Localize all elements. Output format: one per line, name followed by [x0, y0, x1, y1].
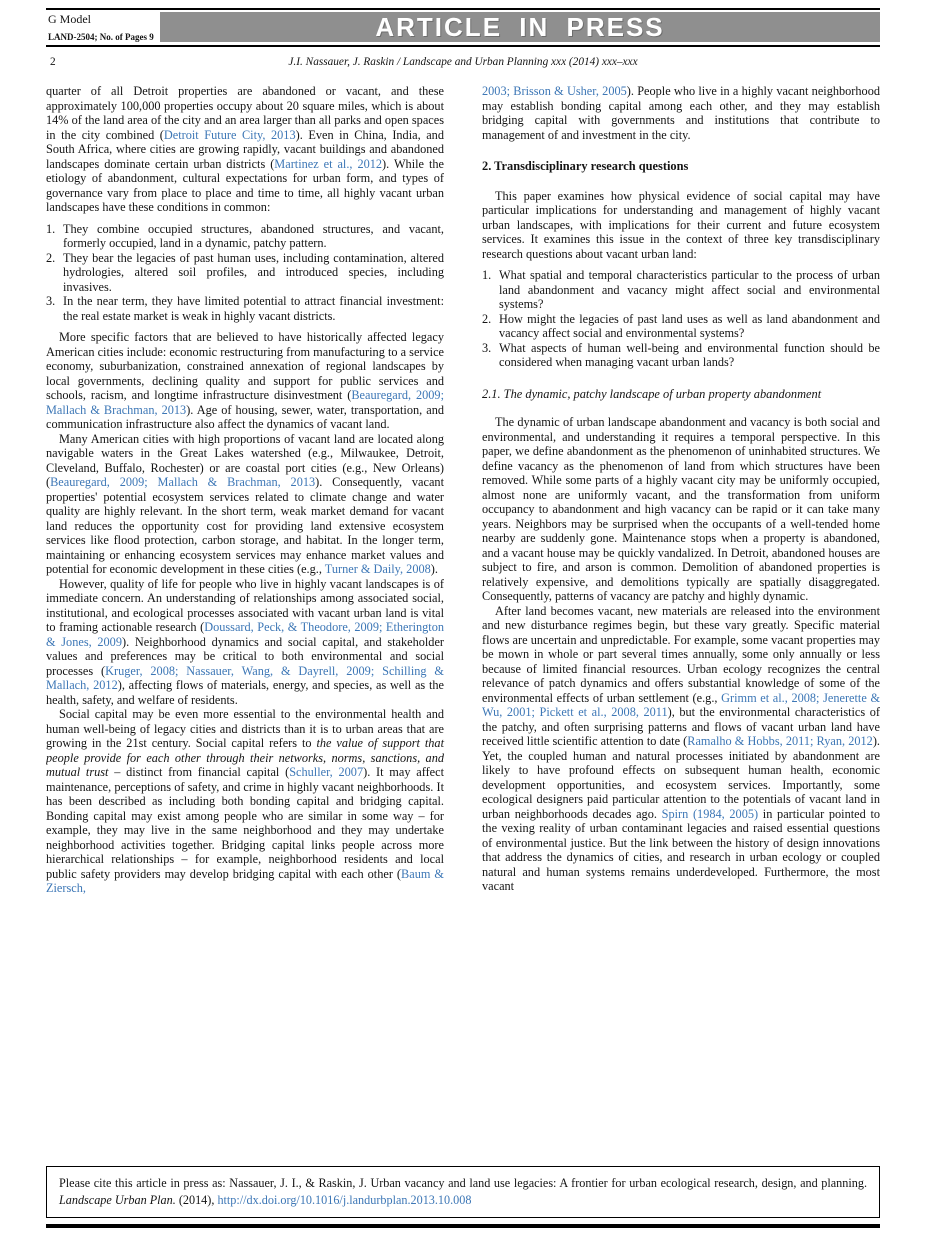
list-item: How might the legacies of past land uses as well as land abandonment and vacancy affect social and environmental systems? [499, 311, 880, 340]
list-item: What spatial and temporal characteristics particular to the process of urban land abandonment and vacancy might affect social and environmental systems? [499, 268, 880, 311]
text-run: ). Consequently, vacant properties' potential ecosystem services related to climate change and water quality are highly relevant. In the short term, weak market demand for vacant land reduces the opportunity cost for providing land extensive ecosystem services like flood protection, carbon storage, and habitat. In the longer term, maintaining or enhancing ecosystem services may enhance market values and potential for economic development in these cities (e.g., [46, 475, 444, 576]
list-item: In the near term, they have limited potential to attract financial investment: the real estate market is weak in highly vacant districts. [63, 294, 444, 323]
paragraph [46, 707, 444, 896]
text-run: The dynamic of urban landscape abandonment and vacancy is both social and environmental, and understanding it requires a temporal perspective. In this paper, we define abandonment as the phenomenon of uninhabited structures. We define vacancy as the phenomenon of land from which structures have been removed. While some parts of a highly vacant city may be uniformly occupied, almost none are uniformly vacant, and the transformation from uniform occupancy to abandonment and high vacancy can be rapid or it can take many years. Neighbors may be surprised when the occupants of a well-tended home nearby are suddenly gone. Maintenance stops when a property is abandoned, and a vacant house may be quickly vandalized. In Detroit, abandoned houses are subject to fire, and arson is common. Demolition of abandoned properties is relatively expensive, and demolitions typically are spatially disaggregated. Consequently, patterns of vacancy are patchy and highly dynamic. [482, 415, 880, 603]
paragraph [482, 189, 880, 262]
paragraph [482, 604, 880, 894]
citation-link[interactable]: Detroit Future City, 2013 [163, 127, 296, 142]
citation-box [46, 1166, 880, 1218]
article-in-press-banner [160, 12, 880, 42]
citation-link[interactable]: Ramalho & Hobbs, 2011; Ryan, 2012 [687, 734, 873, 748]
text-run: ). Neighborhood dynamics and social capital, and stakeholder values and preferences may be critical to both environmental and social processes ( [46, 634, 444, 678]
list-item: They bear the legacies of past human uses, including contamination, altered hydrologies, altered soil profiles, and introduced species, including invasives. [63, 250, 444, 294]
text-run: ). [430, 562, 438, 576]
text-run: quarter of all Detroit properties are abandoned or vacant, and these approximately 100,000 properties occupy about 20 square miles, which is about 14% of the land area of the city and an area larger than all parks and open spaces in the city combined ( [46, 84, 444, 142]
citation-link[interactable]: Grimm et al., 2008; Jenerette & Wu, 2001; Pickett et al., 2008, 2011 [482, 690, 880, 719]
text-run: – distinct from financial capital ( [108, 765, 290, 779]
text-run: However, quality of life for people who live in highly vacant landscapes is of immediate concern. An understanding of relationships among associated social, institutional, and ecological processes associated with vacant urban land is vital to framing actionable research ( [46, 576, 444, 634]
text-run: ). While the etiology of abandonment, cultural expectations for urban form, and types of governance vary from place to place and time to time, all highly vacant urban landscapes have these conditions in common: [46, 156, 444, 214]
numbered-list [46, 222, 444, 324]
article-body [46, 84, 880, 896]
citation-link[interactable]: Spirn (1984, 2005) [661, 806, 759, 821]
model-number: LAND-2504; No. of Pages 9 [48, 32, 154, 42]
citation-link[interactable]: Martinez et al., 2012 [274, 156, 383, 171]
model-info [46, 11, 154, 42]
right-column [482, 84, 880, 896]
text-run: ), but the environmental characteristics of the patchy, and often surprising patterns and flows of vacant urban land have received little scientific attention to date ( [482, 705, 880, 748]
citation-link[interactable]: Kruger, 2008; Nassauer, Wang, & Dayrell, 2009; Schilling & Mallach, 2012 [46, 663, 444, 692]
paragraph [46, 577, 444, 708]
bottom-rule [46, 1224, 880, 1228]
citation-link[interactable]: http://dx.doi.org/10.1016/j.landurbplan.2013.10.008 [217, 1192, 472, 1207]
citation-link[interactable]: Baum & Ziersch, [46, 866, 444, 895]
paragraph [46, 330, 444, 432]
text-run: Social capital may be even more essential to the environmental health and human well-being of legacy cities and districts than it is to urban areas that are growing in the 21st century. Social capital refers to [46, 707, 444, 750]
paragraph [482, 84, 880, 142]
text-run: in particular pointed to the vexing reality of urban contaminant legacies and raised essential questions of environmental justice. But the link between the history of design innovations that address the dynamics of cities, and research in urban ecology or coupled natural and human systems remains underdeveloped. Furthermore, the most vacant [482, 806, 880, 893]
text-run: ). People who live in a highly vacant neighborhood may establish bonding capital among each other, and they may establish bridging capital with governments and institutions that contribute to management of and investment in the city. [482, 84, 880, 142]
text-run: More specific factors that are believed to have historically affected legacy American cities include: economic restructuring from manufacturing to a service economy, suburbanization, constrained annexation of regional landscapes by local governments, declining quality and support for public services and schools, racism, and longtime infrastructure disinvestment ( [46, 330, 444, 402]
paragraph [46, 84, 444, 215]
text-run: Please cite this article in press as: Nassauer, J. I., & Raskin, J. Urban vacancy and land use legacies: A frontier for urban ecological research, design, and planning. [59, 1176, 867, 1190]
citation-link[interactable]: Beauregard, 2009; Mallach & Brachman, 2013 [46, 388, 444, 417]
g-model-label: G Model [48, 12, 91, 26]
page-number: 2 [50, 56, 56, 68]
running-head-row [46, 56, 880, 70]
citation-link[interactable]: Doussard, Peck, & Theodore, 2009; Etherington & Jones, 2009 [46, 620, 444, 649]
section-heading: 2. Transdisciplinary research questions [482, 159, 689, 173]
citation-link[interactable]: 2003; Brisson & Usher, 2005 [482, 84, 627, 98]
text-run: This paper examines how physical evidence of social capital may have particular implications for understanding and management of highly vacant urban landscapes, with implications for their current and future ecosystem services. It examines this issue in the context of three key transdisciplinary research questions about vacant urban land: [482, 188, 880, 261]
text-run: ). Yet, the coupled human and natural processes initiated by abandonment are likely to have profound effects on subsequent human health, economic development opportunities, and ecosystem services. Importantly, some ecological designers paid particular attention to the potentials of vacant land in urban neighborhoods decades ago. [482, 734, 880, 821]
text-run: ). Even in China, India, and South Africa, where cities are growing rapidly, vacant buildings and abandoned landscapes dominate certain urban districts ( [46, 127, 444, 171]
numbered-list [482, 268, 880, 370]
text-run: ), affecting flows of materials, energy, and species, as well as the health, safety, and welfare of residents. [46, 678, 444, 707]
text-run: ). It may affect maintenance, perceptions of safety, and crime in highly vacant neighborhoods. It has been described as including both bonding capital and bridging capital. Bonding capital may exist among people who are similar in some way – for example, they may live in the same neighborhood and they may undertake neighborhood activities together. Bridging capital links people across more hierarchical relationships – for example, neighborhood residents and local public safety providers may develop bridging capital with each other ( [46, 765, 444, 881]
emphasis-text: the value of support that people provide for each other through their networks, norms, sanctions, and mutual trust [46, 736, 444, 779]
text-run: ). Age of housing, sewer, water, transportation, and communication infrastructure also affect the dynamics of vacant land. [46, 402, 444, 431]
emphasis-text: Landscape Urban Plan. [59, 1192, 176, 1207]
text-run: After land becomes vacant, new materials are released into the environment and new disturbance regimes begin, but these vary greatly. Specific material flows are uncertain and unpredictable. For example, some vacant properties may be mown in whole or part several times annually, some only annually or less because of limited financial resources. Urban ecology recognizes the central relevance of patch dynamics and offers substantial knowledge of some of the environmental effects of urban settlement (e.g., [482, 603, 880, 705]
list-item: They combine occupied structures, abandoned structures, and vacant, formerly occupied, land in a dynamic, patchy pattern. [63, 221, 444, 250]
banner-text: ARTICLE IN PRESS [375, 11, 665, 42]
article-in-press-header [46, 8, 880, 47]
left-column [46, 84, 444, 896]
citation-link[interactable]: Schuller, 2007 [289, 765, 364, 779]
paragraph [46, 432, 444, 577]
citation-link[interactable]: Beauregard, 2009; Mallach & Brachman, 2013 [50, 475, 316, 489]
paragraph [482, 415, 880, 604]
list-item: What aspects of human well-being and environmental function should be considered when managing vacant urban lands? [499, 340, 880, 369]
running-head: J.I. Nassauer, J. Raskin / Landscape and Urban Planning xxx (2014) xxx–xxx [288, 56, 638, 68]
subsection-heading: 2.1. The dynamic, patchy landscape of urban property abandonment [482, 386, 822, 401]
citation-link[interactable]: Turner & Daily, 2008 [324, 562, 431, 576]
text-run: (2014), [175, 1192, 218, 1207]
text-run: Many American cities with high proportions of vacant land are located along navigable waters in the Great Lakes watershed (e.g., Milwaukee, Detroit, Cleveland, Buffalo, Rochester) or are coastal port cities (e.g., New Orleans) ( [46, 431, 444, 489]
